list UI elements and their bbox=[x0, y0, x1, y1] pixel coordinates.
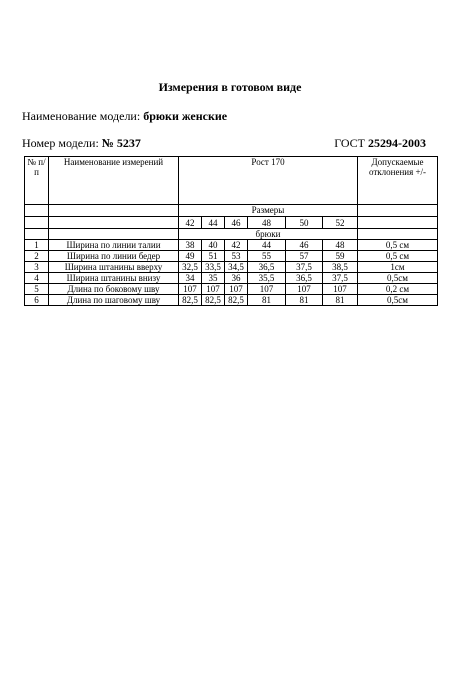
measurement-value: 49 bbox=[179, 251, 202, 262]
measurement-value: 36,5 bbox=[286, 273, 323, 284]
row-number: 4 bbox=[25, 273, 49, 284]
measurement-value: 40 bbox=[202, 240, 225, 251]
measurement-value: 107 bbox=[225, 284, 248, 295]
measurement-name: Длина по шаговому шву bbox=[49, 295, 179, 306]
measurement-value: 81 bbox=[248, 295, 286, 306]
measurement-value: 82,5 bbox=[225, 295, 248, 306]
gost-line bbox=[334, 136, 426, 151]
section-label: брюки bbox=[179, 229, 358, 240]
header-tolerance: Допускаемые отклонения +/- bbox=[358, 157, 438, 205]
measurement-value: 107 bbox=[286, 284, 323, 295]
measurement-value: 81 bbox=[323, 295, 358, 306]
measurement-value: 46 bbox=[286, 240, 323, 251]
empty-cell bbox=[25, 229, 49, 240]
tolerance-value: 0,5см bbox=[358, 295, 438, 306]
model-name-line bbox=[22, 109, 227, 124]
model-name-label: Наименование модели: bbox=[22, 109, 141, 123]
size-42: 42 bbox=[179, 217, 202, 229]
measurement-value: 42 bbox=[225, 240, 248, 251]
measurement-name: Ширина штанины внизу bbox=[49, 273, 179, 284]
size-44: 44 bbox=[202, 217, 225, 229]
table-row bbox=[25, 262, 438, 273]
table-row bbox=[25, 273, 438, 284]
row-number: 2 bbox=[25, 251, 49, 262]
empty-cell bbox=[25, 205, 49, 217]
document-title: Измерения в готовом виде bbox=[158, 80, 302, 94]
sizes-label-row bbox=[25, 205, 438, 217]
measurement-name: Ширина штанины вверху bbox=[49, 262, 179, 273]
measurement-value: 37,5 bbox=[323, 273, 358, 284]
tolerance-value: 0,5см bbox=[358, 273, 438, 284]
table-row bbox=[25, 251, 438, 262]
gost-label: ГОСТ bbox=[334, 136, 365, 150]
measurement-value: 53 bbox=[225, 251, 248, 262]
tolerance-value: 0,5 см bbox=[358, 240, 438, 251]
header-num: № п/п bbox=[25, 157, 49, 205]
measurement-value: 44 bbox=[248, 240, 286, 251]
measurement-value: 82,5 bbox=[179, 295, 202, 306]
row-number: 1 bbox=[25, 240, 49, 251]
sizes-row bbox=[25, 217, 438, 229]
size-50: 50 bbox=[286, 217, 323, 229]
measurement-value: 107 bbox=[202, 284, 225, 295]
measurement-value: 48 bbox=[323, 240, 358, 251]
header-row bbox=[25, 157, 438, 205]
measurement-name: Ширина по линии талии bbox=[49, 240, 179, 251]
measurement-value: 107 bbox=[248, 284, 286, 295]
measurement-value: 35 bbox=[202, 273, 225, 284]
measurement-name: Длина по боковому шву bbox=[49, 284, 179, 295]
gost-value: 25294-2003 bbox=[368, 136, 426, 150]
measurement-value: 81 bbox=[286, 295, 323, 306]
size-52: 52 bbox=[323, 217, 358, 229]
model-number-value: № 5237 bbox=[101, 136, 141, 150]
section-row bbox=[25, 229, 438, 240]
model-number-line bbox=[22, 136, 141, 151]
row-number: 3 bbox=[25, 262, 49, 273]
measurement-name: Ширина по линии бедер bbox=[49, 251, 179, 262]
measurement-value: 36 bbox=[225, 273, 248, 284]
measurement-value: 34,5 bbox=[225, 262, 248, 273]
measurement-value: 55 bbox=[248, 251, 286, 262]
measurement-value: 57 bbox=[286, 251, 323, 262]
empty-cell bbox=[49, 229, 179, 240]
sizes-label: Размеры bbox=[179, 205, 358, 217]
size-46: 46 bbox=[225, 217, 248, 229]
empty-cell bbox=[358, 229, 438, 240]
measurement-value: 38 bbox=[179, 240, 202, 251]
model-name-value: брюки женские bbox=[143, 109, 228, 123]
measurement-value: 59 bbox=[323, 251, 358, 262]
empty-cell bbox=[358, 205, 438, 217]
measurement-value: 107 bbox=[323, 284, 358, 295]
measurement-value: 37,5 bbox=[286, 262, 323, 273]
tolerance-value: 0,5 см bbox=[358, 251, 438, 262]
size-48: 48 bbox=[248, 217, 286, 229]
measurement-value: 33,5 bbox=[202, 262, 225, 273]
measurements-table bbox=[24, 156, 438, 306]
empty-cell bbox=[49, 217, 179, 229]
table-row bbox=[25, 284, 438, 295]
row-number: 5 bbox=[25, 284, 49, 295]
table-row bbox=[25, 240, 438, 251]
model-number-label: Номер модели: bbox=[22, 136, 99, 150]
table-row bbox=[25, 295, 438, 306]
empty-cell bbox=[25, 217, 49, 229]
tolerance-value: 1см bbox=[358, 262, 438, 273]
measurement-value: 38,5 bbox=[323, 262, 358, 273]
header-height: Рост 170 bbox=[179, 157, 358, 205]
empty-cell bbox=[358, 217, 438, 229]
measurement-value: 34 bbox=[179, 273, 202, 284]
empty-cell bbox=[49, 205, 179, 217]
measurement-value: 107 bbox=[179, 284, 202, 295]
measurement-value: 32,5 bbox=[179, 262, 202, 273]
measurement-value: 36,5 bbox=[248, 262, 286, 273]
measurement-value: 51 bbox=[202, 251, 225, 262]
row-number: 6 bbox=[25, 295, 49, 306]
measurement-value: 82,5 bbox=[202, 295, 225, 306]
header-name: Наименование измерений bbox=[49, 157, 179, 205]
measurement-value: 35,5 bbox=[248, 273, 286, 284]
tolerance-value: 0,2 см bbox=[358, 284, 438, 295]
